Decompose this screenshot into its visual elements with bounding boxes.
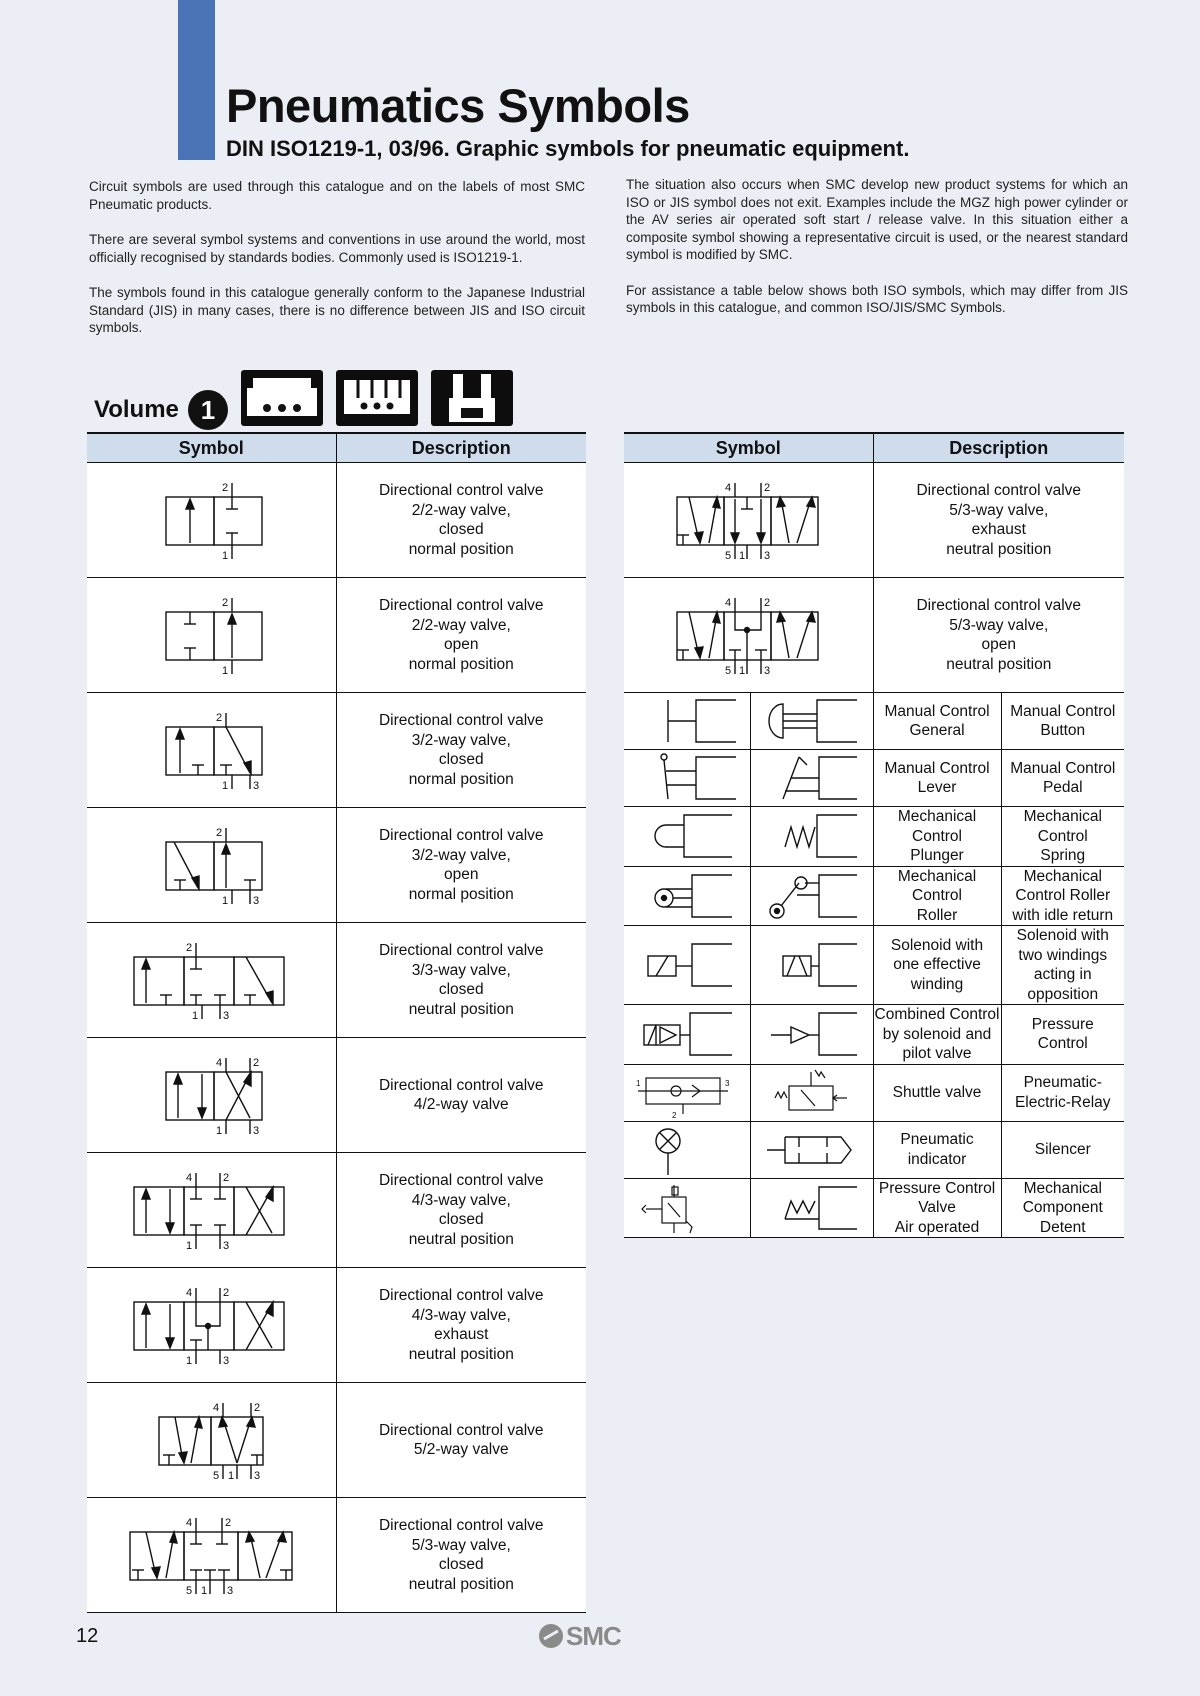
symbol-cell — [750, 807, 873, 867]
logo-text: SMC — [566, 1621, 621, 1651]
pressure-control-valve-icon — [632, 1181, 742, 1235]
svg-text:1: 1 — [739, 665, 746, 677]
description-cell: Directional control valve 2/2-way valve, closed normal position — [336, 463, 586, 578]
symbol-cell — [87, 1153, 336, 1268]
svg-text:2: 2 — [225, 1517, 232, 1529]
solenoid-two-windings-icon — [757, 938, 867, 992]
symbol-cell — [624, 1005, 750, 1065]
svg-text:1: 1 — [186, 1240, 193, 1252]
intro-paragraph: Circuit symbols are used through this catalogue and on the labels of most SMC Pneumatic products. — [89, 179, 585, 212]
solenoid-one-winding-icon — [632, 938, 742, 992]
svg-text:4: 4 — [186, 1517, 193, 1529]
svg-text:2: 2 — [223, 1287, 230, 1299]
table-row — [624, 578, 1124, 693]
table-row — [624, 807, 1124, 867]
intro-paragraph: The symbols found in this catalogue generally conform to the Japanese Industrial Standard (JIS) in many cases, there is no difference between JIS and ISO circuit symbols. — [89, 285, 585, 335]
description-cell: Solenoid with two windings acting in opposition — [1001, 926, 1124, 1005]
description-cell: Manual Control Pedal — [1001, 750, 1124, 807]
description-cell: Pressure Control — [1001, 1005, 1124, 1065]
symbol-cell — [624, 866, 750, 926]
symbol-cell — [87, 808, 336, 923]
pressure-control-icon — [757, 1007, 867, 1061]
table-row — [624, 1064, 1124, 1121]
svg-text:4: 4 — [725, 597, 732, 609]
intro-paragraph: The situation also occurs when SMC develop new product systems for which an ISO or JIS symbol does not exit. Examples include the MGZ high power cylinder or the AV series air operated soft start / release valve. In this situation either a composite symbol showing a representative circuit is used, or the nearest standard symbol is modified by SMC. — [626, 177, 1128, 262]
table-header-row — [624, 433, 1124, 463]
description-cell: Manual Control Lever — [873, 750, 1001, 807]
symbol-cell — [624, 750, 750, 807]
left-symbol-table — [87, 432, 586, 1613]
table-row — [87, 693, 586, 808]
symbol-cell — [87, 463, 336, 578]
svg-text:2: 2 — [764, 597, 771, 609]
svg-text:5: 5 — [725, 665, 732, 677]
intro-right — [626, 176, 1128, 335]
svg-text:2: 2 — [253, 1057, 260, 1069]
mechanical-plunger-icon — [632, 809, 742, 863]
description-column-header: Description — [873, 433, 1124, 463]
description-cell: Directional control valve 4/3-way valve, exhaust neutral position — [336, 1268, 586, 1383]
table-row — [624, 750, 1124, 807]
description-cell: Solenoid with one effective winding — [873, 926, 1001, 1005]
mechanical-roller-icon — [632, 869, 742, 923]
valve-manifold-product-icon — [241, 370, 323, 426]
mechanical-roller-idle-return-icon — [757, 869, 867, 923]
description-cell: Combined Control by solenoid and pilot valve — [874, 1006, 1000, 1062]
valve-4-2-icon — [156, 1052, 266, 1138]
description-cell: Directional control valve 5/3-way valve, closed neutral position — [336, 1498, 586, 1613]
table-header-row — [87, 433, 586, 463]
description-cell: Manual Control General — [873, 693, 1001, 750]
svg-text:3: 3 — [764, 550, 771, 562]
symbol-cell — [87, 1268, 336, 1383]
symbol-cell — [87, 1498, 336, 1613]
valve-2-2-closed-icon — [156, 477, 266, 563]
right-symbol-table — [624, 432, 1124, 1238]
description-cell: Silencer — [1001, 1121, 1124, 1178]
symbol-column-header: Symbol — [87, 433, 336, 463]
svg-text:2: 2 — [216, 712, 223, 724]
table-row — [87, 1383, 586, 1498]
valve-3-2-open-icon — [156, 822, 266, 908]
svg-text:3: 3 — [223, 1355, 230, 1367]
table-row — [624, 1121, 1124, 1178]
svg-text:4: 4 — [213, 1402, 220, 1414]
mechanical-spring-icon — [757, 809, 867, 863]
valve-3-2-closed-icon — [156, 707, 266, 793]
valve-5-2-icon — [151, 1397, 271, 1483]
fitting-product-icon — [431, 370, 513, 426]
shuttle-valve-icon — [632, 1066, 742, 1120]
svg-text:4: 4 — [186, 1172, 193, 1184]
description-cell: Directional control valve 3/2-way valve, closed normal position — [336, 693, 586, 808]
svg-text:3: 3 — [253, 780, 260, 792]
silencer-icon — [757, 1123, 867, 1177]
description-cell: Shuttle valve — [873, 1064, 1001, 1121]
table-row — [87, 463, 586, 578]
table-row — [624, 926, 1124, 1005]
volume-label: Volume — [94, 396, 179, 423]
symbol-cell — [750, 926, 873, 1005]
valve-4-3-closed-icon — [126, 1167, 296, 1253]
table-row — [624, 463, 1124, 578]
table-row — [87, 808, 586, 923]
symbol-cell — [624, 807, 750, 867]
svg-text:2: 2 — [186, 942, 193, 954]
valve-2-2-open-icon — [156, 592, 266, 678]
table-row — [87, 923, 586, 1038]
description-cell: Directional control valve 2/2-way valve, open normal position — [336, 578, 586, 693]
svg-text:3: 3 — [764, 665, 771, 677]
svg-text:2: 2 — [671, 1110, 677, 1120]
valve-block-product-icon — [336, 370, 418, 426]
svg-text:1: 1 — [222, 665, 229, 677]
smc-logo-mark-icon — [538, 1623, 566, 1649]
description-cell: Directional control valve 3/3-way valve, closed neutral position — [336, 923, 586, 1038]
page-number: 12 — [76, 1625, 99, 1647]
manual-control-lever-icon — [632, 751, 742, 805]
symbol-cell — [750, 1005, 873, 1065]
svg-text:3: 3 — [223, 1010, 230, 1022]
valve-5-3-closed-icon — [126, 1512, 296, 1598]
description-cell: Manual Control Button — [1001, 693, 1124, 750]
table-row — [87, 1038, 586, 1153]
accent-bar — [178, 0, 215, 160]
valve-5-3-open-icon — [673, 592, 823, 678]
intro-paragraph: There are several symbol systems and conventions in use around the world, most officially recognised by standards bodies. Commonly used is ISO1219-1. — [89, 232, 585, 265]
symbol-cell — [750, 1121, 873, 1178]
description-cell: Directional control valve 5/3-way valve, open neutral position — [873, 578, 1124, 693]
svg-text:1: 1 — [201, 1585, 208, 1597]
symbol-cell — [624, 1178, 750, 1238]
symbol-cell — [87, 1038, 336, 1153]
smc-logo — [538, 1621, 621, 1652]
symbol-column-header: Symbol — [624, 433, 873, 463]
volume-number-badge: 1 — [188, 390, 228, 430]
svg-text:1: 1 — [222, 550, 229, 562]
svg-text:3: 3 — [254, 1470, 261, 1482]
svg-text:1: 1 — [222, 780, 229, 792]
description-cell: Directional control valve 4/2-way valve — [336, 1038, 586, 1153]
symbol-cell — [624, 693, 750, 750]
description-cell: Directional control valve 5/3-way valve, exhaust neutral position — [873, 463, 1124, 578]
table-row — [87, 1498, 586, 1613]
symbol-cell — [750, 1064, 873, 1121]
symbol-cell — [87, 923, 336, 1038]
manual-control-pedal-icon — [757, 751, 867, 805]
manual-control-general-icon — [632, 694, 742, 748]
table-row — [87, 1153, 586, 1268]
svg-text:5: 5 — [725, 550, 732, 562]
table-row — [87, 578, 586, 693]
svg-text:1: 1 — [186, 1355, 193, 1367]
description-cell: Mechanical Control Plunger — [873, 807, 1001, 867]
description-cell: Pneumatic- Electric-Relay — [1001, 1064, 1124, 1121]
svg-text:2: 2 — [222, 597, 229, 609]
symbol-cell — [87, 578, 336, 693]
svg-text:3: 3 — [227, 1585, 234, 1597]
svg-text:3: 3 — [253, 895, 260, 907]
symbol-cell — [624, 1064, 750, 1121]
table-row — [624, 1178, 1124, 1238]
symbol-cell — [750, 693, 873, 750]
pneumatic-electric-relay-icon — [757, 1066, 867, 1120]
svg-text:2: 2 — [223, 1172, 230, 1184]
table-row — [624, 693, 1124, 750]
description-cell: Directional control valve 3/2-way valve, open normal position — [336, 808, 586, 923]
svg-text:1: 1 — [739, 550, 746, 562]
symbol-cell — [87, 693, 336, 808]
symbol-cell — [87, 1383, 336, 1498]
svg-text:1: 1 — [222, 895, 229, 907]
description-cell: Mechanical Control Spring — [1001, 807, 1124, 867]
description-cell: Pressure Control Valve Air operated — [873, 1178, 1001, 1238]
table-row — [624, 1005, 1124, 1065]
intro-left — [89, 178, 585, 355]
svg-text:5: 5 — [213, 1470, 220, 1482]
symbol-cell — [624, 926, 750, 1005]
valve-3-3-closed-icon — [126, 937, 296, 1023]
intro-paragraph: For assistance a table below shows both ISO symbols, which may differ from JIS symbols in this catalogue, and common ISO/JIS/SMC Symbols. — [626, 282, 1128, 315]
description-column-header: Description — [336, 433, 586, 463]
svg-text:1: 1 — [635, 1078, 641, 1088]
description-cell: Directional control valve 5/2-way valve — [336, 1383, 586, 1498]
symbol-cell — [624, 578, 873, 693]
svg-text:5: 5 — [186, 1585, 193, 1597]
svg-text:1: 1 — [228, 1470, 235, 1482]
description-cell: Pneumatic indicator — [873, 1121, 1001, 1178]
svg-text:4: 4 — [725, 482, 732, 494]
page-title: Pneumatics Symbols — [226, 79, 690, 132]
svg-text:3: 3 — [253, 1125, 260, 1137]
page-subtitle: DIN ISO1219-1, 03/96. Graphic symbols for pneumatic equipment. — [226, 136, 910, 161]
svg-text:1: 1 — [192, 1010, 199, 1022]
svg-text:2: 2 — [254, 1402, 261, 1414]
symbol-cell — [624, 1121, 750, 1178]
symbol-cell — [750, 750, 873, 807]
svg-text:2: 2 — [216, 827, 223, 839]
pneumatic-indicator-icon — [632, 1123, 742, 1177]
svg-text:1: 1 — [216, 1125, 223, 1137]
valve-5-3-exhaust-icon — [673, 477, 823, 563]
svg-text:2: 2 — [764, 482, 771, 494]
symbol-cell — [750, 866, 873, 926]
mechanical-detent-icon — [757, 1181, 867, 1235]
table-row — [624, 866, 1124, 926]
symbol-cell — [750, 1178, 873, 1238]
svg-text:3: 3 — [223, 1240, 230, 1252]
solenoid-pilot-icon — [632, 1007, 742, 1061]
manual-control-button-icon — [757, 694, 867, 748]
description-cell: Directional control valve 4/3-way valve, closed neutral position — [336, 1153, 586, 1268]
description-cell: Mechanical Control Roller — [873, 866, 1001, 926]
svg-text:4: 4 — [186, 1287, 193, 1299]
valve-4-3-exhaust-icon — [126, 1282, 296, 1368]
symbol-cell — [624, 463, 873, 578]
svg-text:4: 4 — [216, 1057, 223, 1069]
svg-text:3: 3 — [724, 1078, 730, 1088]
svg-text:2: 2 — [222, 482, 229, 494]
description-cell: Mechanical Component Detent — [1001, 1178, 1124, 1238]
table-row — [87, 1268, 586, 1383]
description-cell: Mechanical Control Roller with idle return — [1001, 866, 1124, 926]
